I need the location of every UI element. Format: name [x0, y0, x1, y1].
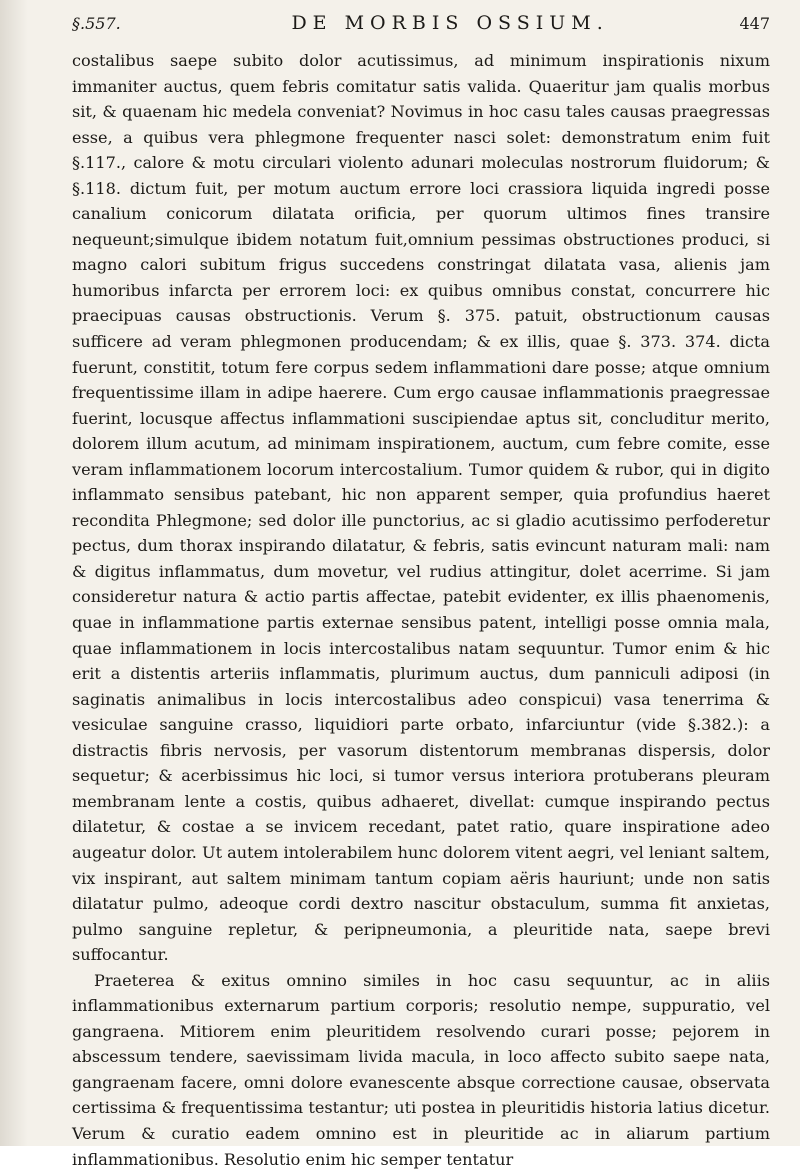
running-title: DE MORBIS OSSIUM. [291, 12, 609, 34]
paragraph-1: costalibus saepe subito dolor acutissimus, ad minimum inspirationis nixum immaniter auctus, quem febris comitatur satis valida. Quaeritur jam qualis morbus sit, & quaenam hic medela conveniat? Novimus in hoc casu tales causas praegressas esse, a quibus vera phlegmone frequenter nasci solet: demonstratum enim fuit §.117., calore & motu circulari violento adunari moleculas nostrorum fluidorum; & §.118. dictum fuit, per motum auctum errore loci crassiora liquida ingredi posse canalium conicorum dilatata orificia, per quorum ultimos fines transire nequeunt;simulque ibidem notatum fuit,omnium pessimas obstructiones produci, si magno calori subitum frigus succedens constringat dilatata vasa, alienis jam humoribus infarcta per errorem loci: ex quibus omnibus constat, concurrere hic praecipuas causas obstructionis. Verum §. 375. patuit, obstructionum causas sufficere ad veram phlegmonen producendam; & ex illis, quae §. 373. 374. dicta fuerunt, constitit, totum fere corpus sedem inflammationi dare posse; atque omnium frequentissime illam in adipe haerere. Cum ergo causae inflammationis praegressae fuerint, locusque affectus inflammationi suscipiendae aptus sit, concluditur merito, dolorem illum acutum, ad minimam inspirationem, auctum, cum febre comite, esse veram inflammationem locorum intercostalium. Tumor quidem & rubor, qui in digito inflammato sensibus patebant, hic non apparent semper, quia profundius haeret recondita Phlegmone; sed dolor ille punctorius, ac si gladio acutissimo perfoderetur pectus, dum thorax inspirando dilatatur, & febris, satis evincunt naturam mali: nam & digitus inflammatus, dum movetur, vel rudius attingitur, dolet acerrime. Si jam consideretur natura & actio partis affectae, patebit evidenter, ex illis phaenomenis, quae in inflammatione partis externae sensibus patent, intelligi posse omnia mala, quae inflammationem in locis intercostalibus natam sequuntur. Tumor enim & hic erit a distentis arteriis inflammatis, plurimum auctus, dum panniculi adiposi (in saginatis animalibus in locis intercostalibus adeo conspicui) vasa tenerrima & vesiculae sanguine crasso, liquidiori parte orbato, infarciuntur (vide §.382.): a distractis fibris nervosis, per vasorum distentorum membranas dispersis, dolor sequetur; & acerbissimus hic loci, si tumor versus interiora protuberans pleuram membranam lente a costis, quibus adhaeret, divellat: cumque inspirando pectus dilatetur, & costae a se invicem recedant, patet ratio, quare inspiratione adeo augeatur dolor. Ut autem intolerabilem hunc dolorem vitent aegri, vel leniant saltem, vix inspirant, aut saltem minimam tantum copiam aëris hauriunt; unde non satis dilatatur pulmo, adeoque cordi dextro nascitur obstaculum, summa fit anxietas, pulmo sanguine repletur, & peripneumonia, a pleuritide nata, saepe brevi suffocantur. [72, 51, 770, 965]
section-marker: §.557. [72, 14, 121, 33]
page-number: 447 [739, 14, 770, 33]
body-text [72, 48, 770, 1172]
running-head [72, 12, 770, 42]
paragraph-2: Praeterea & exitus omnino similes in hoc casu sequuntur, ac in aliis inflammationibus externarum partium corporis; resolutio nempe, suppuratio, vel gangraena. Mitiorem enim pleuritidem resolvendo curari posse; pejorem in abscessum tendere, saevissimam livida macula, in loco affecto subito saepe nata, gangraenam facere, omni dolore evanescente absque correctione causae, observata certissima & frequentissima testantur; uti postea in pleuritidis historia latius dicetur. Verum & curatio eadem omnino est in pleuritide ac in aliarum partium inflammationibus. Resolutio enim hic semper tentatur [72, 970, 770, 1169]
